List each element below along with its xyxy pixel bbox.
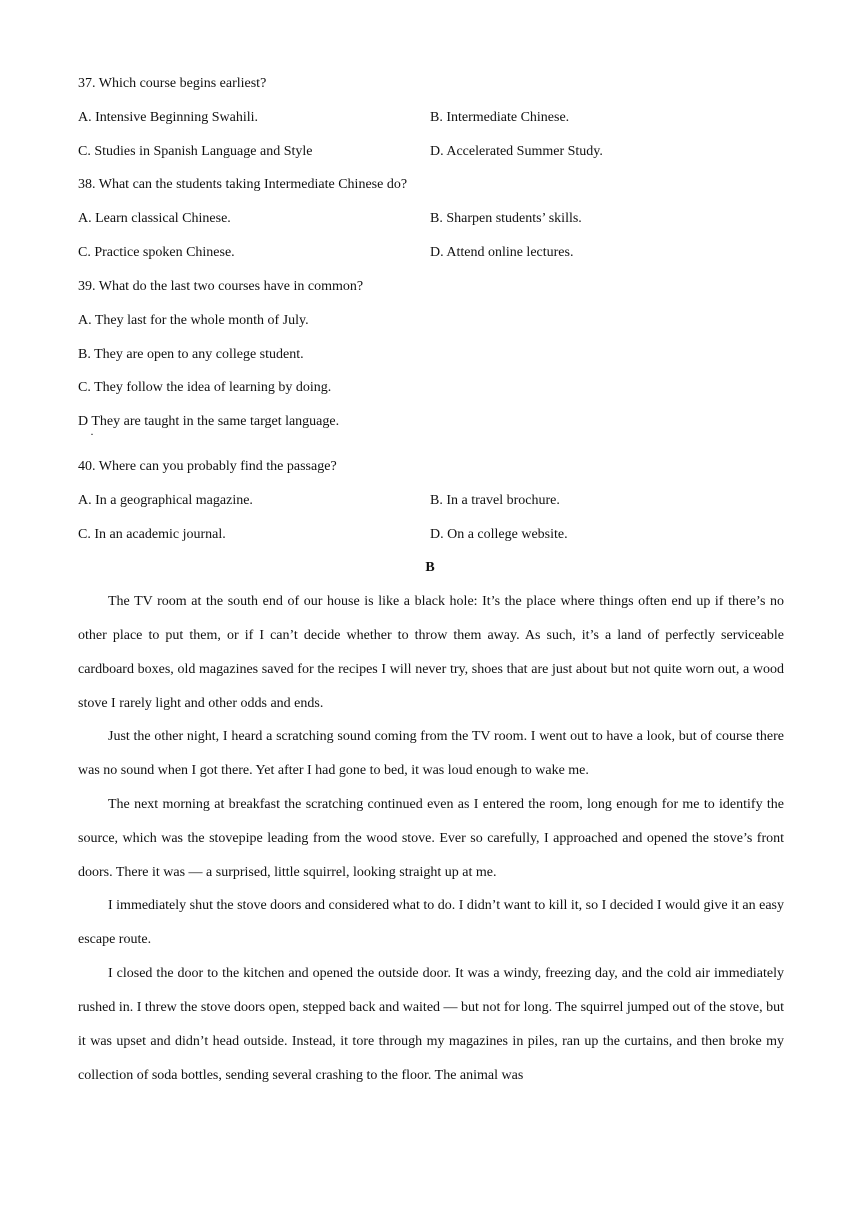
q38-option-b: B. Sharpen students’ skills.	[430, 211, 582, 226]
q40-option-b: B. In a travel brochure.	[430, 493, 560, 508]
q37-option-d: D. Accelerated Summer Study.	[430, 144, 603, 159]
passage-paragraph-1: The TV room at the south end of our house is like a black hole: It’s the place where things often end up if there’s no other place to put them, or if I can’t decide whether to throw them away. As such, it’s a land of perfectly serviceable cardboard boxes, old magazines saved for the recipes I will never try, shoes that are just about but not quite worn out, a wood stove I rarely light and other odds and ends.	[78, 594, 784, 711]
q40-option-d: D. On a college website.	[430, 527, 568, 542]
q37-option-b: B. Intermediate Chinese.	[430, 110, 570, 125]
q37-option-a: A. Intensive Beginning Swahili.	[78, 110, 259, 125]
q39-option-b: B. They are open to any college student.	[78, 347, 304, 362]
question-38: 38. What can the students taking Intermediate Chinese do?	[78, 177, 408, 192]
passage-paragraph-3: The next morning at breakfast the scratching continued even as I entered the room, long enough for me to identify the source, which was the stovepipe leading from the wood stove. Ever so carefully, I approached and opened the stove’s front doors. There it was — a surprised, little squirrel, looking straight up at me.	[78, 797, 784, 880]
passage-paragraph-5: I closed the door to the kitchen and opened the outside door. It was a windy, freezing day, and the cold air immediately rushed in. I threw the stove doors open, stepped back and waited — but not for long. The squirrel jumped out of the stove, but it was upset and didn’t head outside. Instead, it tore through my magazines in piles, ran up the curtains, and then broke my collection of soda bottles, sending several crashing to the floor. The animal was	[78, 966, 784, 1083]
q37-option-c: C. Studies in Spanish Language and Style	[78, 144, 313, 159]
stray-dot: ·	[90, 427, 94, 441]
q38-option-a: A. Learn classical Chinese.	[78, 211, 231, 226]
question-40: 40. Where can you probably find the passage?	[78, 459, 337, 474]
q40-option-a: A. In a geographical magazine.	[78, 493, 253, 508]
q40-option-c: C. In an academic journal.	[78, 527, 226, 542]
q38-option-c: C. Practice spoken Chinese.	[78, 245, 235, 260]
passage-paragraph-2: Just the other night, I heard a scratching sound coming from the TV room. I went out to have a look, but of course there was no sound when I got there. Yet after I had gone to bed, it was loud enough to wake me.	[78, 729, 784, 778]
q39-option-d: D They are taught in the same target language.	[78, 414, 340, 429]
passage-paragraph-4: I immediately shut the stove doors and considered what to do. I didn’t want to kill it, so I decided I would give it an easy escape route.	[78, 898, 784, 947]
section-b-title: B	[425, 560, 435, 575]
q39-option-c: C. They follow the idea of learning by doing.	[78, 380, 332, 395]
question-39: 39. What do the last two courses have in common?	[78, 279, 364, 294]
q38-option-d: D. Attend online lectures.	[430, 245, 574, 260]
question-37: 37. Which course begins earliest?	[78, 76, 267, 91]
q39-option-a: A. They last for the whole month of July.	[78, 313, 309, 328]
